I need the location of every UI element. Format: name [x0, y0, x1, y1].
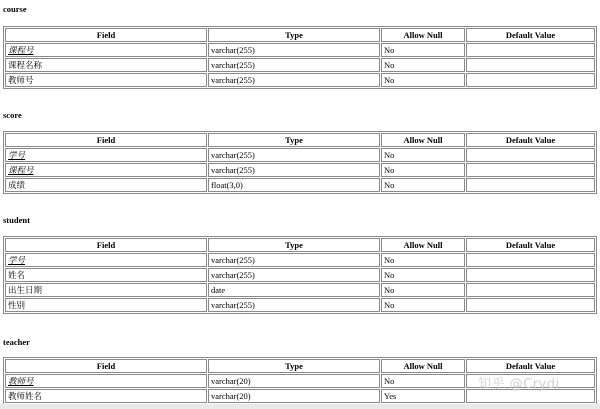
default-value-cell: [466, 73, 595, 87]
table-row: [5, 43, 595, 57]
field-cell: 姓名: [5, 268, 207, 282]
default-value-header: Default Value: [466, 28, 595, 42]
allow-null-cell: No: [381, 298, 465, 312]
field-cell: 课程号: [5, 163, 207, 177]
default-value-cell: [466, 163, 595, 177]
header-row: [5, 359, 595, 373]
default-value-cell: [466, 298, 595, 312]
field-cell: 教师号: [5, 73, 207, 87]
schema-table: [3, 26, 597, 89]
field-cell: 课程号: [5, 43, 207, 57]
allow-null-cell: No: [381, 148, 465, 162]
type-cell: varchar(255): [208, 253, 380, 267]
field-cell: 教师姓名: [5, 389, 207, 403]
schema-table: [3, 236, 597, 314]
table-row: [5, 58, 595, 72]
field-cell: 成绩: [5, 178, 207, 192]
default-value-cell: [466, 178, 595, 192]
table-row: [5, 298, 595, 312]
type-cell: varchar(255): [208, 268, 380, 282]
table-title: course: [3, 4, 27, 14]
default-value-cell: [466, 283, 595, 297]
type-cell: varchar(255): [208, 58, 380, 72]
default-value-header: Default Value: [466, 238, 595, 252]
allow-null-cell: No: [381, 283, 465, 297]
default-value-cell: [466, 268, 595, 282]
type-header: Type: [208, 133, 380, 147]
header-row: [5, 238, 595, 252]
default-value-cell: [466, 253, 595, 267]
table-row: [5, 283, 595, 297]
default-value-header: Default Value: [466, 133, 595, 147]
allow-null-cell: No: [381, 73, 465, 87]
field-cell: 课程名称: [5, 58, 207, 72]
schema-table: [3, 131, 597, 194]
watermark: 知乎 @Crydi: [478, 377, 560, 392]
allow-null-header: Allow Null: [381, 28, 465, 42]
table-title: student: [3, 215, 30, 225]
allow-null-cell: No: [381, 43, 465, 57]
allow-null-cell: No: [381, 163, 465, 177]
field-header: Field: [5, 133, 207, 147]
default-value-cell: [466, 148, 595, 162]
table-row: [5, 268, 595, 282]
type-cell: varchar(255): [208, 73, 380, 87]
table-row: [5, 178, 595, 192]
table-row: [5, 253, 595, 267]
field-cell: 教师号: [5, 374, 207, 388]
table-row: [5, 148, 595, 162]
type-header: Type: [208, 28, 380, 42]
type-cell: varchar(255): [208, 298, 380, 312]
table-row: [5, 163, 595, 177]
type-cell: varchar(255): [208, 148, 380, 162]
allow-null-cell: No: [381, 178, 465, 192]
field-header: Field: [5, 28, 207, 42]
table-title: score: [3, 110, 22, 120]
field-cell: 学号: [5, 253, 207, 267]
allow-null-header: Allow Null: [381, 238, 465, 252]
table-title: teacher: [3, 337, 30, 347]
field-header: Field: [5, 359, 207, 373]
type-cell: float(3,0): [208, 178, 380, 192]
type-cell: varchar(20): [208, 374, 380, 388]
type-cell: date: [208, 283, 380, 297]
field-header: Field: [5, 238, 207, 252]
type-header: Type: [208, 238, 380, 252]
type-cell: varchar(20): [208, 389, 380, 403]
header-row: [5, 28, 595, 42]
default-value-header: Default Value: [466, 359, 595, 373]
type-cell: varchar(255): [208, 163, 380, 177]
allow-null-cell: Yes: [381, 389, 465, 403]
field-cell: 出生日期: [5, 283, 207, 297]
default-value-cell: [466, 58, 595, 72]
allow-null-cell: No: [381, 374, 465, 388]
allow-null-cell: No: [381, 253, 465, 267]
allow-null-cell: No: [381, 58, 465, 72]
allow-null-header: Allow Null: [381, 359, 465, 373]
allow-null-header: Allow Null: [381, 133, 465, 147]
field-cell: 学号: [5, 148, 207, 162]
field-cell: 性别: [5, 298, 207, 312]
allow-null-cell: No: [381, 268, 465, 282]
bottom-edge: [0, 404, 600, 409]
type-cell: varchar(255): [208, 43, 380, 57]
default-value-cell: [466, 43, 595, 57]
type-header: Type: [208, 359, 380, 373]
header-row: [5, 133, 595, 147]
table-row: [5, 73, 595, 87]
